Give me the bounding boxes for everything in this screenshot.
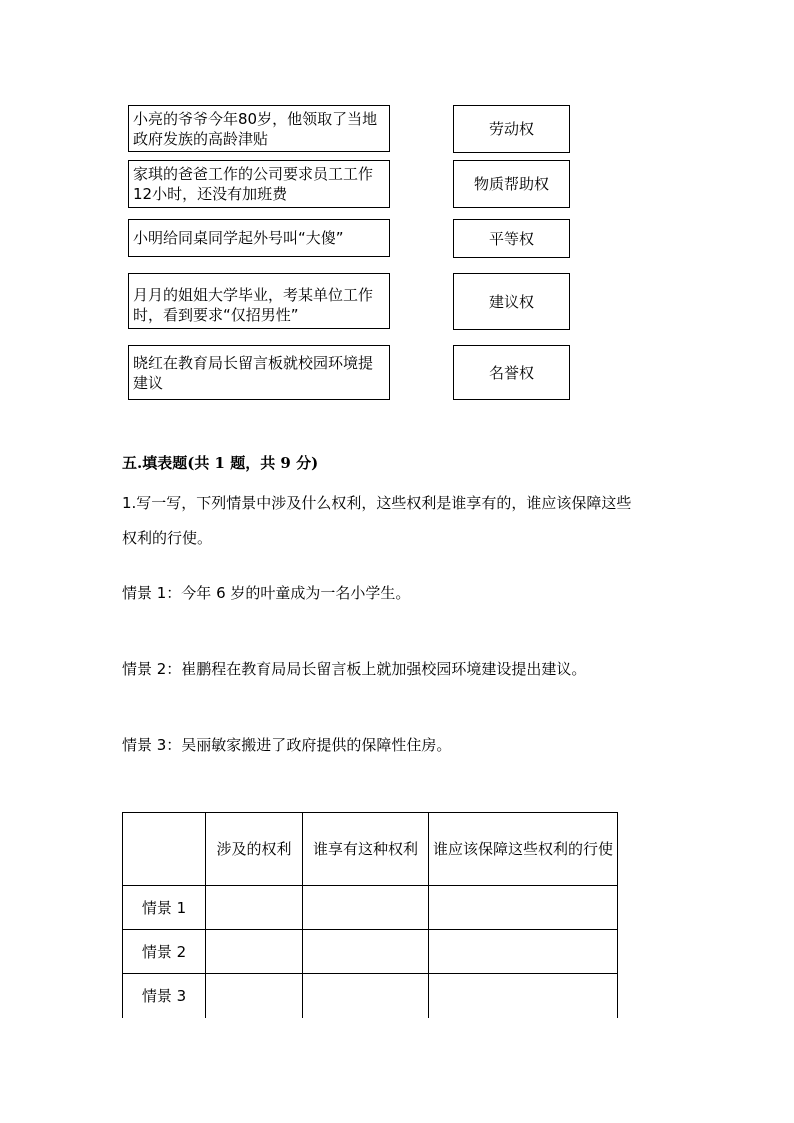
table-header-row (123, 813, 618, 886)
question-line-1: 1.写一写，下列情景中涉及什么权利，这些权利是谁享有的，谁应该保障这些 (122, 494, 632, 512)
table-row (123, 886, 618, 930)
scenario-text: 晓红在教育局长留言板就校园环境提建议 (133, 354, 374, 392)
row-label: 情景 2 (123, 930, 206, 974)
scenario-text: 家琪的爸爸工作的公司要求员工工作12小时，还没有加班费 (133, 165, 374, 203)
table-header-cell: 谁享有这种权利 (303, 813, 429, 886)
right-label: 建议权 (488, 292, 534, 311)
right-label: 物质帮助权 (473, 175, 549, 193)
scenario-box-5 (128, 345, 390, 400)
scenario-box-4 (128, 273, 390, 329)
right-label: 名誉权 (488, 363, 534, 382)
fill-table (122, 812, 618, 1018)
table-row (123, 974, 618, 1018)
scenario-text: 小亮的爷爷今年80岁，他领取了当地政府发族的高龄津贴 (133, 110, 378, 148)
answer-cell[interactable] (206, 974, 303, 1018)
row-label: 情景 1 (123, 886, 206, 930)
question-line-2: 权利的行使。 (122, 529, 213, 547)
right-box-3 (453, 219, 570, 258)
answer-cell[interactable] (303, 930, 429, 974)
table-header-cell: 涉及的权利 (206, 813, 303, 886)
scene-3: 情景 3：吴丽敏家搬进了政府提供的保障性住房。 (122, 736, 452, 754)
scene-2: 情景 2：崔鹏程在教育局局长留言板上就加强校园环境建设提出建议。 (122, 660, 587, 678)
answer-cell[interactable] (429, 974, 618, 1018)
answer-cell[interactable] (429, 930, 618, 974)
answer-cell[interactable] (206, 930, 303, 974)
answer-cell[interactable] (303, 974, 429, 1018)
table-header-text: 谁应该保障这些权利的行使 (433, 840, 614, 858)
scenario-text: 月月的姐姐大学毕业，考某单位工作时，看到要求“仅招男性” (133, 286, 374, 324)
right-box-1 (453, 105, 570, 153)
table-row (123, 930, 618, 974)
right-label: 劳动权 (488, 120, 534, 138)
row-label: 情景 3 (123, 974, 206, 1018)
table-header-cell (123, 813, 206, 886)
right-box-4 (453, 273, 570, 330)
right-label: 平等权 (488, 229, 534, 248)
right-box-2 (453, 160, 570, 208)
answer-cell[interactable] (303, 886, 429, 930)
right-box-5 (453, 345, 570, 400)
answer-cell[interactable] (429, 886, 618, 930)
table-header-cell (429, 813, 618, 886)
scene-1: 情景 1：今年 6 岁的叶童成为一名小学生。 (122, 584, 411, 602)
answer-cell[interactable] (206, 886, 303, 930)
section-heading: 五.填表题(共 1 题，共 9 分) (122, 454, 319, 472)
scenario-box-1 (128, 105, 390, 152)
scenario-box-2 (128, 160, 390, 208)
scenario-text: 小明给同桌同学起外号叫“大傻” (133, 229, 344, 247)
scenario-box-3 (128, 219, 390, 257)
